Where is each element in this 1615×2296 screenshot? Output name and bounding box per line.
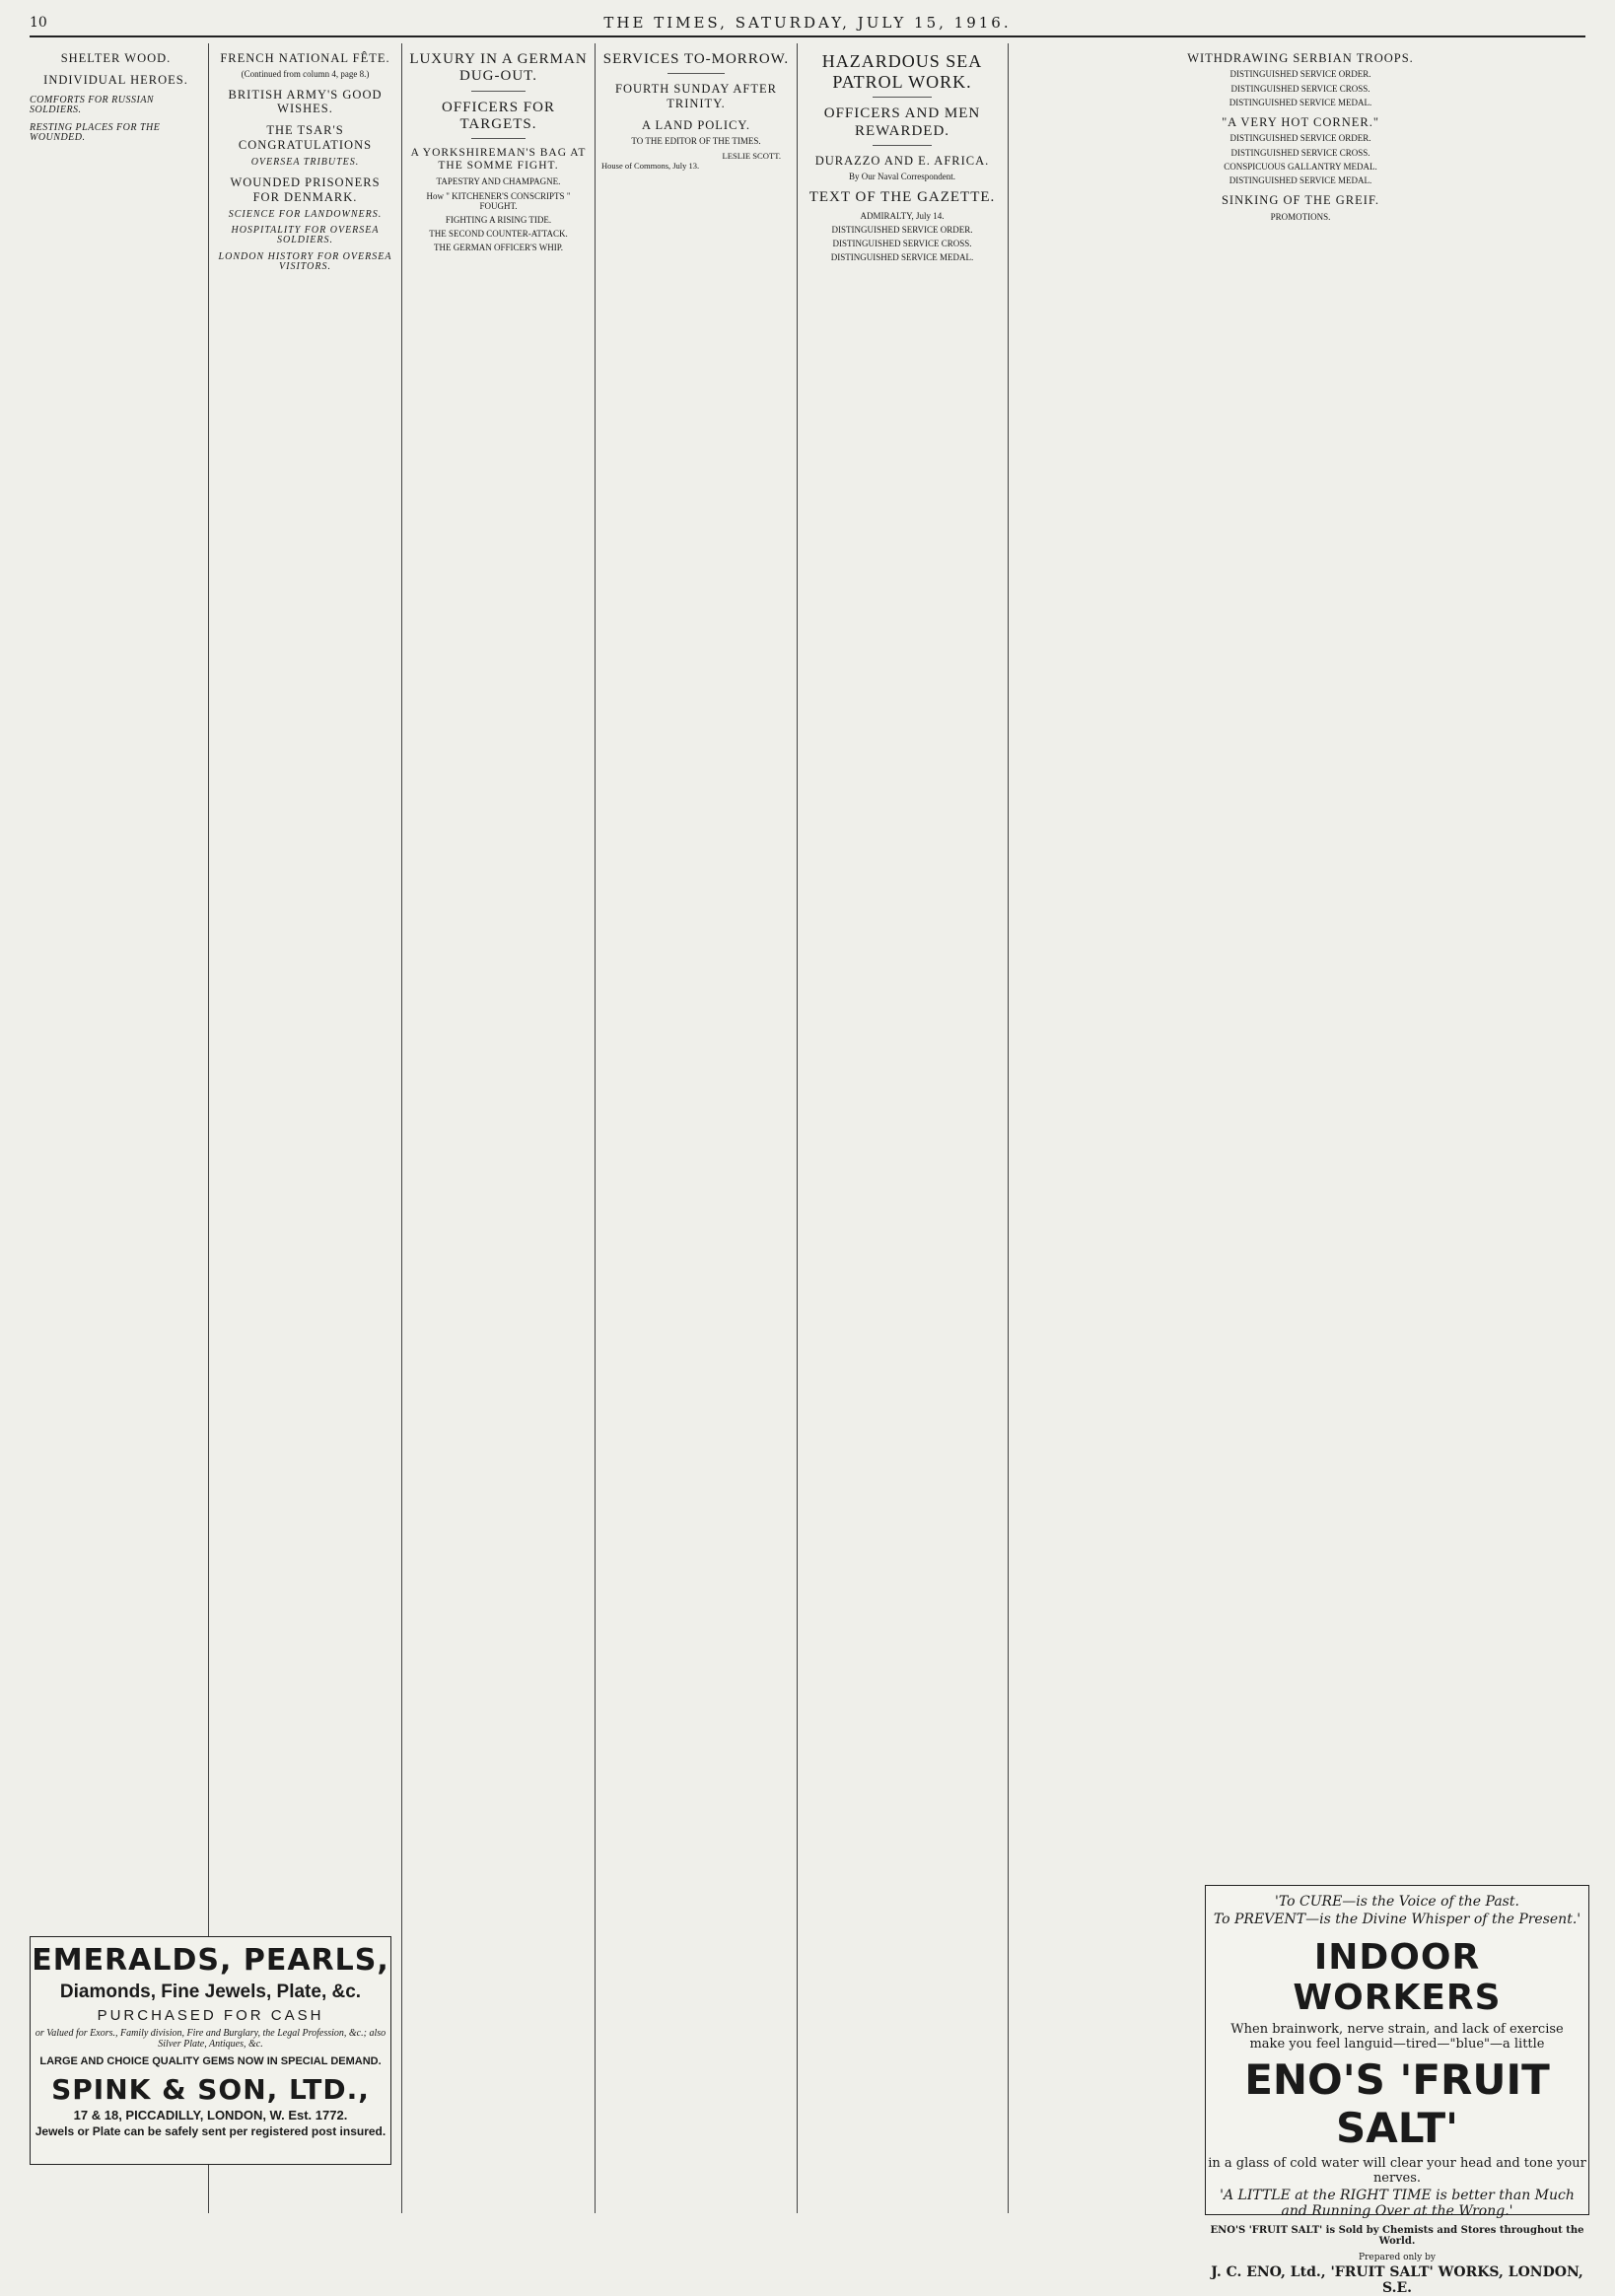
advertisement-eno: [1205, 1885, 1589, 2296]
ad-line: in a glass of cold water will clear your head and tone your nerves.: [1208, 2156, 1586, 2186]
headline-fourth-sunday: FOURTH SUNDAY AFTER TRINITY.: [615, 82, 777, 110]
ad-firm-name: SPINK & SON, LTD.,: [51, 2073, 370, 2106]
subhead-second: THE SECOND COUNTER-ATTACK.: [429, 229, 568, 240]
column-rule: [595, 43, 596, 2213]
headline-army-wishes: BRITISH ARMY'S GOOD WISHES.: [228, 87, 383, 115]
subhead-dsm-2: DISTINGUISHED SERVICE MEDAL.: [1229, 174, 1372, 185]
subhead-whip: THE GERMAN OFFICER'S WHIP.: [434, 243, 563, 253]
column-rule: [401, 43, 402, 2213]
headline-greif: SINKING OF THE GREIF.: [1221, 193, 1380, 208]
subhead-dso: DISTINGUISHED SERVICE ORDER.: [1229, 69, 1371, 80]
subhead-tapestry: TAPESTRY AND CHAMPAGNE.: [436, 176, 561, 187]
headline-science: SCIENCE FOR LANDOWNERS.: [228, 209, 383, 221]
column-6: [1015, 43, 1586, 1876]
subhead-dsm: DISTINGUISHED SERVICE MEDAL.: [830, 252, 974, 263]
subhead-cgm: CONSPICUOUS GALLANTRY MEDAL.: [1224, 161, 1377, 172]
ad-line: PURCHASED FOR CASH: [97, 2007, 324, 2024]
ad-line: ENO'S 'FRUIT SALT' is Sold by Chemists and Stores throughout the World.: [1210, 2225, 1584, 2247]
masthead: [30, 10, 1585, 37]
column-2: [215, 43, 395, 2213]
dateline: ADMIRALTY, July 14.: [860, 210, 945, 221]
headline-services: SERVICES TO-MORROW.: [602, 51, 790, 67]
headline-land-policy: A LAND POLICY.: [642, 118, 750, 132]
ad-maker: J. C. ENO, Ltd., 'FRUIT SALT' WORKS, LONDON, S.E.: [1211, 2264, 1583, 2296]
column-rule: [797, 43, 798, 2213]
headline-london-history: LONDON HISTORY FOR OVERSEA VISITORS.: [218, 250, 392, 272]
headline-rewarded: OFFICERS AND MEN REWARDED.: [823, 105, 981, 139]
advertisement-spink: [30, 1936, 391, 2165]
subhead-dsm: DISTINGUISHED SERVICE MEDAL.: [1229, 97, 1372, 107]
column-rule: [1008, 43, 1009, 2213]
subhead-to-editor: TO THE EDITOR OF THE TIMES.: [631, 136, 761, 147]
headline-hot-corner: "A VERY HOT CORNER.": [1222, 114, 1379, 129]
headline-hospitality: HOSPITALITY FOR OVERSEA SOLDIERS.: [231, 225, 380, 246]
headline-resting-places: RESTING PLACES FOR THE WOUNDED.: [30, 122, 161, 144]
column-1: [30, 43, 202, 1925]
ad-line: make you feel languid—tired—"blue"—a little: [1249, 2037, 1545, 2052]
ad-quote: 'A LITTLE at the RIGHT TIME is better than Much and Running Over at the Wrong.': [1220, 2188, 1575, 2219]
column-6-inner: [1015, 51, 1586, 222]
ad-address: 17 & 18, PICCADILLY, LONDON, W. Est. 1772.: [73, 2108, 348, 2122]
headline-gazette: TEXT OF THE GAZETTE.: [808, 189, 996, 206]
subhead-dsc: DISTINGUISHED SERVICE CROSS.: [832, 239, 972, 249]
headline-comforts: COMFORTS FOR RUSSIAN SOLDIERS.: [30, 94, 155, 115]
headline-wounded-prisoners: WOUNDED PRISONERS FOR DENMARK.: [230, 175, 381, 204]
headline-fete: FRENCH NATIONAL FÊTE.: [220, 51, 390, 65]
ad-product: ENO'S 'FRUIT SALT': [1244, 2055, 1550, 2152]
headline-durazzo: DURAZZO AND E. AFRICA.: [814, 153, 990, 168]
column-rule: [208, 43, 209, 2213]
ad-line: LARGE AND CHOICE QUALITY GEMS NOW IN SPECIAL DEMAND.: [39, 2055, 382, 2067]
column-5: [804, 43, 1001, 2213]
signoff-place: House of Commons, July 13.: [601, 160, 700, 171]
headline-hazardous: HAZARDOUS SEA PATROL WORK.: [821, 51, 983, 92]
ad-line: EMERALDS, PEARLS,: [32, 1943, 389, 1978]
subhead-dso: DISTINGUISHED SERVICE ORDER.: [831, 224, 973, 235]
byline: By Our Naval Correspondent.: [849, 172, 955, 182]
ad-quote: 'To CURE—is the Voice of the Past.: [1275, 1894, 1519, 1910]
column-3: [408, 43, 589, 2213]
subhead-dsc-2: DISTINGUISHED SERVICE CROSS.: [1230, 147, 1370, 158]
subhead-fighting: FIGHTING A RISING TIDE.: [445, 215, 552, 226]
ad-line: Prepared only by: [1359, 2253, 1436, 2262]
headline-serbian: WITHDRAWING SERBIAN TROOPS.: [1187, 51, 1414, 65]
headline-luxury: LUXURY IN A GERMAN DUG-OUT.: [409, 51, 588, 85]
headline-yorkshireman: A YORKSHIREMAN'S BAG AT THE SOMME FIGHT.: [410, 147, 587, 173]
headline-oversea-tributes: OVERSEA TRIBUTES.: [250, 157, 360, 169]
continued-note: (Continued from column 4, page 8.): [241, 69, 370, 80]
masthead-title: THE TIMES, SATURDAY, JULY 15, 1916.: [603, 14, 1012, 32]
column-4: [601, 43, 791, 2213]
ad-line: When brainwork, nerve strain, and lack of exercise: [1230, 2022, 1564, 2037]
ad-line: or Valued for Exors., Family division, Fire and Burglary, the Legal Profession, &c.; also Silver Plate, Antiques, &c.: [35, 2028, 386, 2050]
headline-individual-heroes: INDIVIDUAL HEROES.: [43, 73, 188, 88]
ad-footer: Jewels or Plate can be safely sent per registered post insured.: [35, 2124, 386, 2138]
subhead-dso-2: DISTINGUISHED SERVICE ORDER.: [1229, 133, 1371, 144]
headline-officers-targets: OFFICERS FOR TARGETS.: [442, 99, 555, 132]
subhead-dsc: DISTINGUISHED SERVICE CROSS.: [1230, 83, 1370, 94]
subhead-promotions: PROMOTIONS.: [1270, 211, 1331, 222]
subhead-kitchener: How " KITCHENER'S CONSCRIPTS " FOUGHT.: [426, 190, 571, 211]
headline-tsar: THE TSAR'S CONGRATULATIONS: [238, 123, 373, 152]
signoff: LESLIE SCOTT.: [722, 150, 781, 161]
ad-line: Diamonds, Fine Jewels, Plate, &c.: [59, 1982, 362, 2002]
ad-quote: To PREVENT—is the Divine Whisper of the Present.': [1213, 1912, 1581, 1927]
ad-headline: INDOOR WORKERS: [1293, 1937, 1502, 2018]
headline-shelter-wood: SHELTER WOOD.: [60, 51, 172, 65]
page-number: 10: [30, 15, 47, 31]
